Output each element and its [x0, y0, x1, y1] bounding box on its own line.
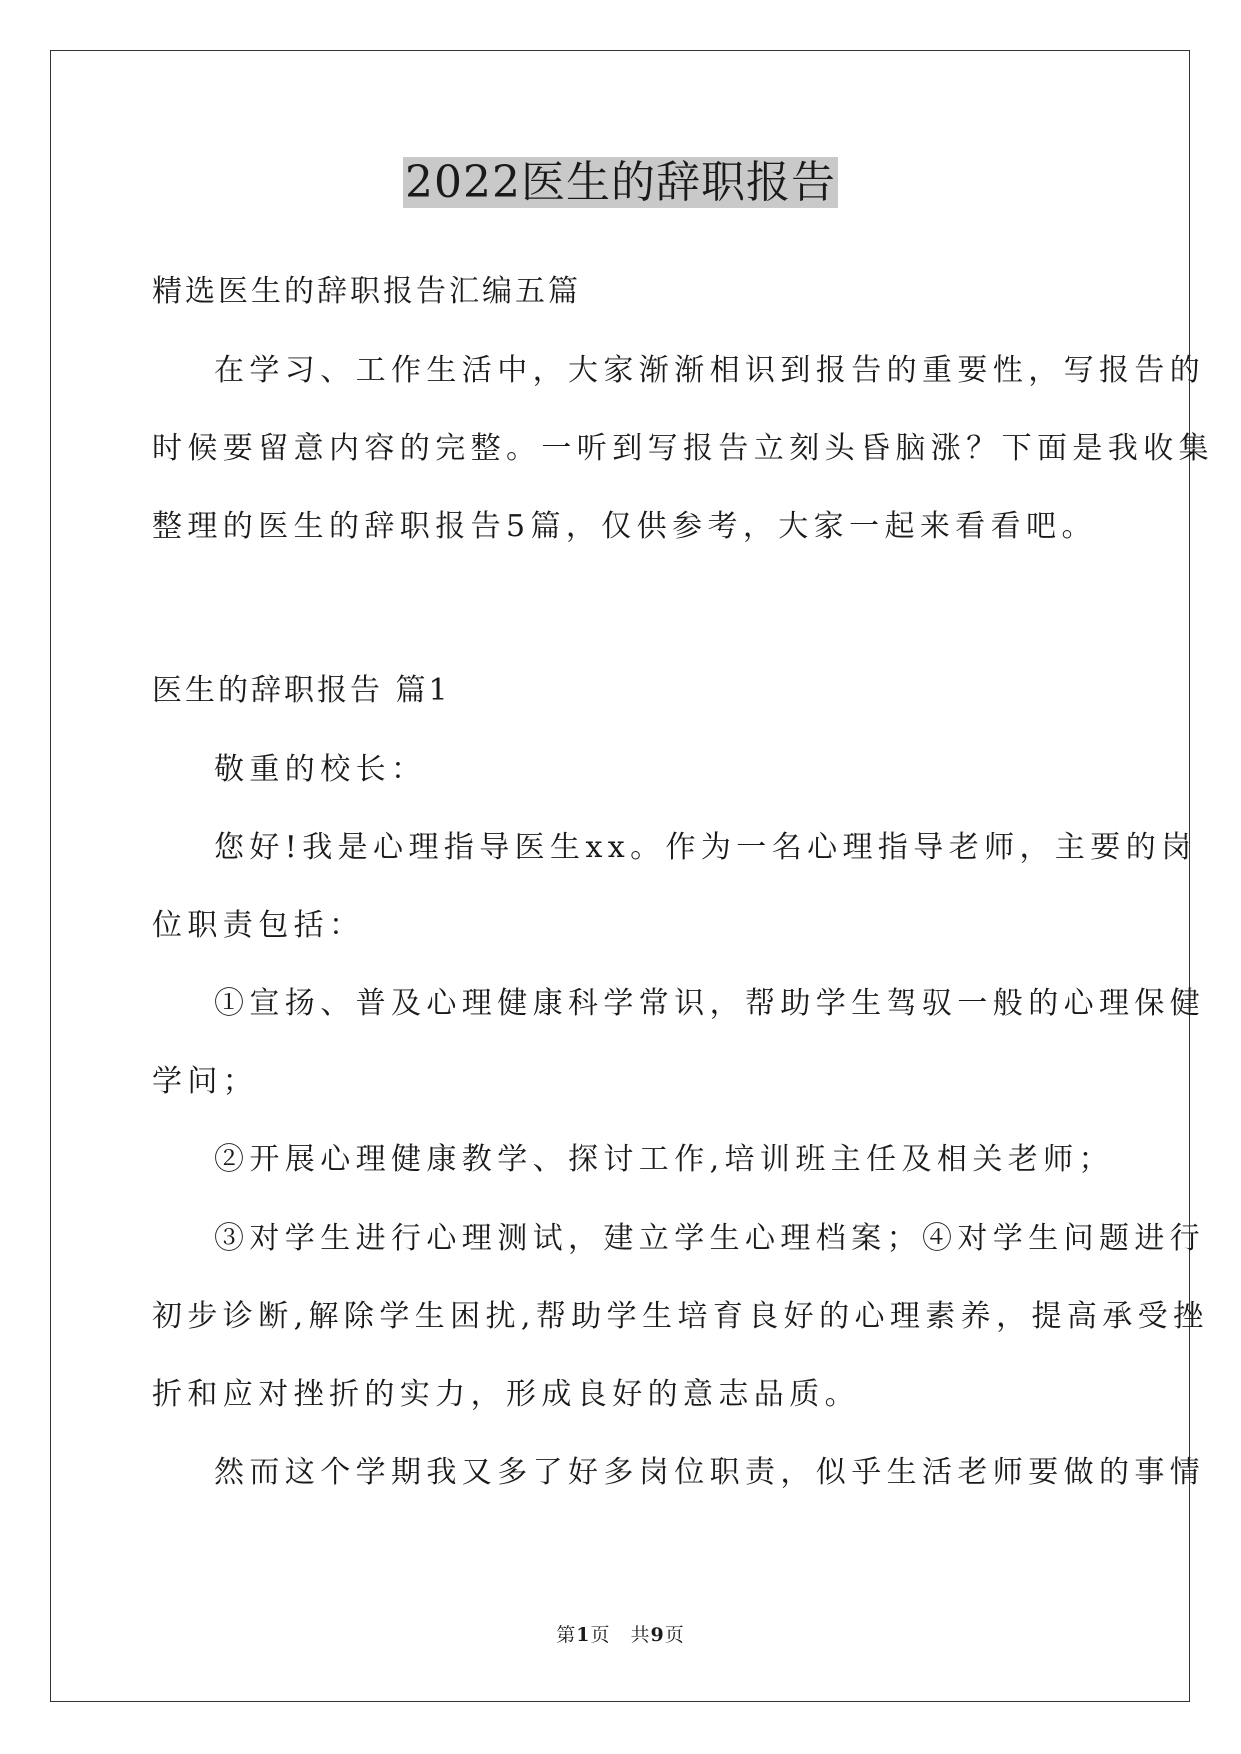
salutation: 敬重的校长： — [214, 752, 427, 787]
document-title: 2022医生的辞职报告 — [405, 157, 836, 208]
footer-total-pages: 9 — [650, 1624, 665, 1646]
section-heading: 医生的辞职报告 篇1 — [152, 673, 451, 708]
page-footer — [0, 1620, 1241, 1647]
paragraph-line-4: 学问； — [152, 1064, 259, 1099]
intro-line-1: 在学习、工作生活中，大家渐渐相识到报告的重要性，写报告的 — [214, 353, 1206, 388]
subtitle: 精选医生的辞职报告汇编五篇 — [152, 274, 581, 309]
footer-suffix: 页 — [664, 1624, 685, 1646]
footer-page-number: 1 — [576, 1624, 591, 1646]
paragraph-line-1: 您好!我是心理指导医生xx。作为一名心理指导老师，主要的岗 — [214, 830, 1197, 865]
paragraph-line-3: ①宣扬、普及心理健康科学常识，帮助学生驾驭一般的心理保健 — [214, 986, 1206, 1021]
paragraph-line-6: ③对学生进行心理测试，建立学生心理档案；④对学生问题进行 — [214, 1221, 1206, 1256]
intro-line-3: 整理的医生的辞职报告5篇，仅供参考，大家一起来看看吧。 — [152, 509, 1097, 544]
footer-prefix: 第 — [556, 1624, 577, 1646]
paragraph-line-9: 然而这个学期我又多了好多岗位职责，似乎生活老师要做的事情 — [214, 1455, 1206, 1490]
paragraph-line-5: ②开展心理健康教学、探讨工作,培训班主任及相关老师； — [214, 1142, 1114, 1177]
paragraph-line-2: 位职责包括： — [152, 908, 365, 943]
footer-mid: 页 共 — [590, 1624, 651, 1646]
document-title-wrap — [0, 153, 1241, 213]
paragraph-line-8: 折和应对挫折的实力，形成良好的意志品质。 — [152, 1377, 860, 1412]
intro-line-2: 时候要留意内容的完整。一听到写报告立刻头昏脑涨？下面是我收集 — [152, 431, 1214, 466]
paragraph-line-7: 初步诊断,解除学生困扰,帮助学生培育良好的心理素养，提高承受挫 — [152, 1299, 1209, 1334]
